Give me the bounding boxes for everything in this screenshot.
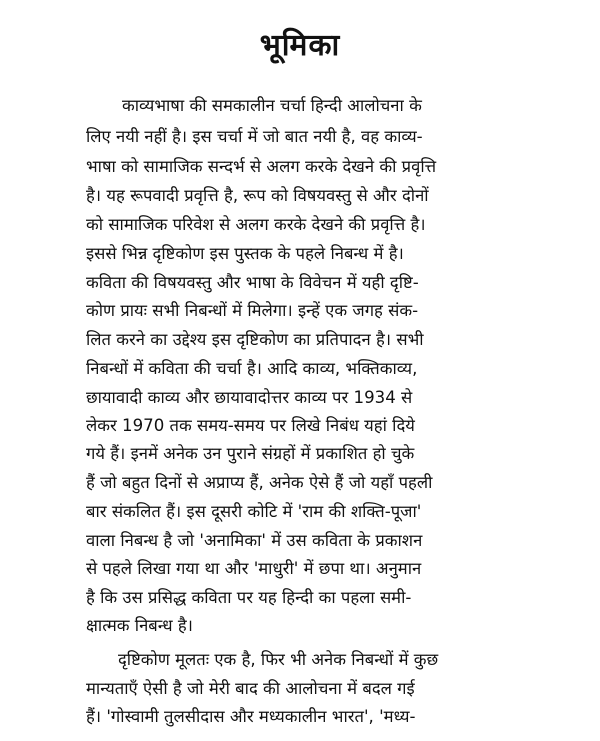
text-line: निबन्धों में कविता की चर्चा है। आदि काव्य, भक्तिकाव्य, xyxy=(86,359,418,378)
text-line: हैं जो बहुत दिनों से अप्राप्य हैं, अनेक ऐसे हैं जो यहाँ पहली xyxy=(86,473,433,492)
text-line: कविता की विषयवस्तु और भाषा के विवेचन में यही दृष्टि- xyxy=(86,273,419,292)
chapter-heading: भूमिका xyxy=(259,28,341,63)
text-line: को सामाजिक परिवेश से अलग करके देखने की प्रवृत्ति है। xyxy=(86,215,426,234)
text-line: हैं। 'गोस्वामी तुलसीदास और मध्यकालीन भारत', 'मध्य- xyxy=(86,707,416,726)
text-line: कोण प्रायः सभी निबन्धों में मिलेगा। इन्हें एक जगह संक- xyxy=(86,301,419,320)
text-line: है कि उस प्रसिद्ध कविता पर यह हिन्दी का पहला समी- xyxy=(86,588,412,607)
text-line: भाषा को सामाजिक सन्दर्भ से अलग करके देखने की प्रवृत्ति xyxy=(86,157,437,176)
text-line: दृष्टिकोण मूलतः एक है, फिर भी अनेक निबन्धों में कुछ xyxy=(118,650,439,669)
text-line: से पहले लिखा गया था और 'माधुरी' में छपा था। अनुमान xyxy=(86,559,422,578)
text-line: इससे भिन्न दृष्टिकोण इस पुस्तक के पहले निबन्ध में है। xyxy=(86,244,404,263)
text-line: मान्यताएँ ऐसी है जो मेरी बाद की आलोचना में बदल गई xyxy=(86,679,415,698)
text-line: क्षात्मक निबन्ध है। xyxy=(86,616,193,635)
text-line: है। यह रूपवादी प्रवृत्ति है, रूप को विषयवस्तु से और दोनों xyxy=(86,186,429,205)
text-line: बार संकलित हैं। इस दूसरी कोटि में 'राम की शक्ति-पूजा' xyxy=(86,502,422,521)
text-line: लित करने का उद्देश्य इस दृष्टिकोण का प्रतिपादन है। सभी xyxy=(86,330,424,349)
text-line: काव्यभाषा की समकालीन चर्चा हिन्दी आलोचना के xyxy=(122,96,422,115)
text-line: लिए नयी नहीं है। इस चर्चा में जो बात नयी है, वह काव्य- xyxy=(86,127,423,146)
text-line: वाला निबन्ध है जो 'अनामिका' में उस कविता के प्रकाशन xyxy=(86,531,423,550)
text-line: लेकर 1970 तक समय-समय पर लिखे निबंध यहां दिये xyxy=(86,416,415,435)
text-line: छायावादी काव्य और छायावादोत्तर काव्य पर 1934 से xyxy=(86,388,413,407)
text-line: गये हैं। इनमें अनेक उन पुराने संग्रहों में प्रकाशित हो चुके xyxy=(86,444,415,463)
